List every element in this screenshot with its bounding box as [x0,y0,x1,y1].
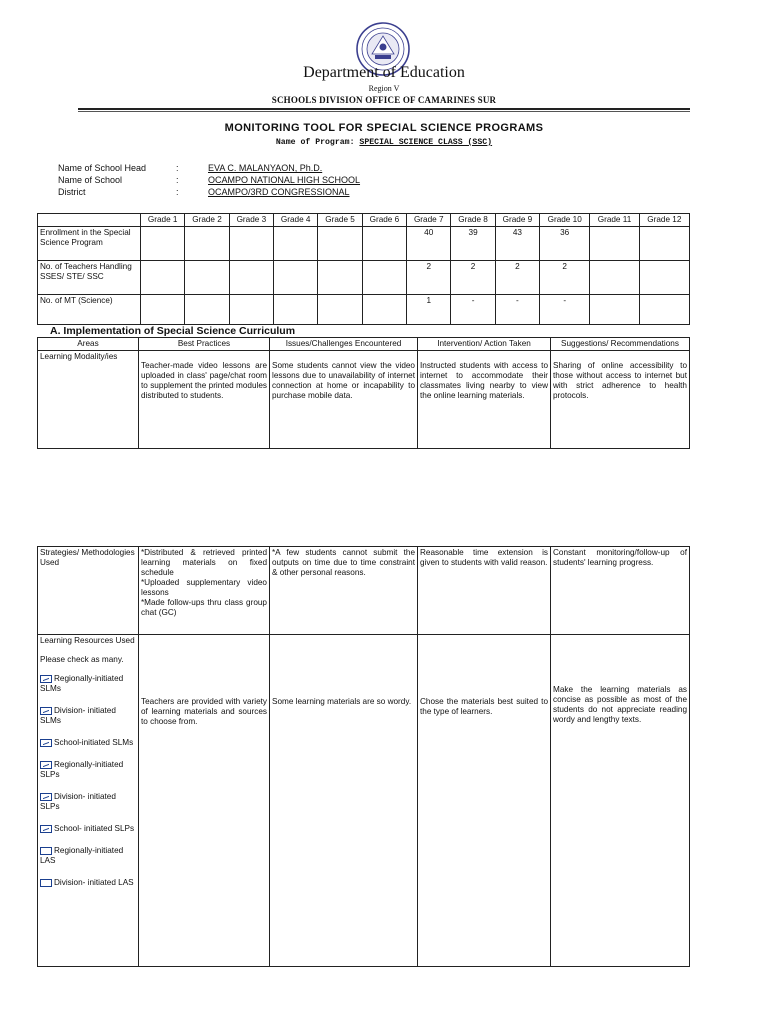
grade-cell [185,295,229,325]
grade-cell: 39 [451,227,495,261]
grade-cell [639,227,689,261]
checkbox-checked-icon[interactable] [40,707,52,715]
checkbox-checked-icon[interactable] [40,739,52,747]
grade-cell: 36 [540,227,590,261]
grade-cell: 2 [495,261,539,295]
curriculum-header-row [38,338,690,351]
grade-cell [274,261,318,295]
resource-option[interactable] [40,792,136,812]
checkbox-checked-icon[interactable] [40,793,52,801]
grade-header: Grade 11 [590,214,639,227]
checkbox-checked-icon[interactable] [40,675,52,683]
info-value: OCAMPO/3RD CONGRESSIONAL [208,187,350,197]
row-label: Enrollment in the Special Science Program [38,227,141,261]
tool-title: MONITORING TOOL FOR SPECIAL SCIENCE PROGRAMS [224,122,544,134]
area-cell: Learning Modality/ies [38,351,139,449]
suggestion-cell: Make the learning materials as concise as possible as most of the students do not appreciate reading wordy and lengthy texts. [551,635,690,967]
grade-cell [639,295,689,325]
grade-cell [141,261,185,295]
grade-header: Grade 3 [229,214,273,227]
grade-cell [141,227,185,261]
table-row [38,227,690,261]
resource-option-label: Division- initiated LAS [54,878,134,887]
intervention-cell: Reasonable time extension is given to students with valid reason. [418,547,551,635]
resource-option-label: Division- initiated SLMs [40,706,116,725]
resource-option-label: Regionally-initiated LAS [40,846,124,865]
info-row-district [58,186,360,198]
grade-cell [141,295,185,325]
row-label: No. of Teachers Handling SSES/ STE/ SSC [38,261,141,295]
grade-cell [590,261,639,295]
best-practice-cell: Teachers are provided with variety of learning materials and sources to choose from. [139,635,270,967]
grade-cell: - [495,295,539,325]
info-label: Name of School Head [58,163,147,173]
program-name: SPECIAL SCIENCE CLASS (SSC) [359,138,493,147]
grade-header: Grade 5 [318,214,362,227]
grade-cell: 2 [451,261,495,295]
grade-header: Grade 2 [185,214,229,227]
section-a-title: A. Implementation of Special Science Curriculum [50,325,296,337]
table-row [38,295,690,325]
area-label: Learning Resources Used [40,636,135,645]
grade-header: Grade 4 [274,214,318,227]
grade-cell [229,261,273,295]
intervention-cell: Instructed students with access to internet to accommodate their classmates living nearby to view the online learning materials. [418,351,551,449]
program-label: Name of Program: [275,138,360,147]
resource-option[interactable] [40,878,136,888]
resource-option[interactable] [40,738,136,748]
grade-cell [229,227,273,261]
row-label: No. of MT (Science) [38,295,141,325]
grade-cell [185,227,229,261]
checkbox-checked-icon[interactable] [40,825,52,833]
grade-header: Grade 1 [141,214,185,227]
header-rule [78,108,690,110]
grade-header: Grade 6 [362,214,406,227]
learning-resources-cell [38,635,139,967]
curriculum-table [37,337,690,449]
grade-cell [362,227,406,261]
resource-option[interactable] [40,824,136,834]
info-value: OCAMPO NATIONAL HIGH SCHOOL [208,175,361,185]
resource-option[interactable] [40,674,136,694]
suggestion-cell: Sharing of online accessibility to those without access to internet but with strict adherence to health protocols. [551,351,690,449]
column-header: Areas [38,338,139,351]
resource-option-label: Regionally-initiated SLMs [40,674,124,693]
resource-option-label: School-initiated SLMs [54,738,134,747]
grade-cell: 2 [407,261,451,295]
grade-cell: 43 [495,227,539,261]
header-rule-thin [78,111,690,112]
info-row-school [58,174,360,186]
checkbox-unchecked-icon[interactable] [40,879,52,887]
grade-cell [639,261,689,295]
best-practice-line: *Uploaded supplementary video lessons [141,578,267,597]
check-note: Please check as many. [40,655,124,664]
grade-cell: - [451,295,495,325]
issues-cell: *A few students cannot submit the outputs on time due to time constraint & other personal reasons. [270,547,418,635]
grade-cell: 2 [540,261,590,295]
area-cell: Strategies/ Methodologies Used [38,547,139,635]
grade-cell [274,295,318,325]
grade-cell [185,261,229,295]
column-header: Intervention/ Action Taken [418,338,551,351]
info-row-school-head [58,162,360,174]
info-value: EVA C. MALANYAON, Ph.D. [208,163,323,173]
table-row [38,635,690,967]
checkbox-checked-icon[interactable] [40,761,52,769]
best-practice-cell [139,547,270,635]
info-colon: : [176,187,179,197]
resource-option-label: Division- initiated SLPs [40,792,116,811]
intervention-cell: Chose the materials best suited to the type of learners. [418,635,551,967]
info-label: District [58,187,86,197]
program-line [0,138,768,147]
grade-cell: 40 [407,227,451,261]
grade-cell: - [540,295,590,325]
grade-cell [590,227,639,261]
grade-cell [318,295,362,325]
table-row [38,261,690,295]
curriculum-table-continued [37,546,690,967]
resource-option[interactable] [40,760,136,780]
grade-cell: 1 [407,295,451,325]
column-header: Issues/Challenges Encountered [270,338,418,351]
grade-header: Grade 8 [451,214,495,227]
grade-header: Grade 12 [639,214,689,227]
school-info [58,162,360,198]
grade-cell [362,295,406,325]
resource-option-label: School- initiated SLPs [54,824,135,833]
checkbox-unchecked-icon[interactable] [40,847,52,855]
grade-cell [362,261,406,295]
grade-cell [229,295,273,325]
grade-header: Grade 9 [495,214,539,227]
region-name: Region V [368,84,400,93]
best-practice-cell: Teacher-made video lessons are uploaded in class' page/chat room to supplement the printed modules distributed to students. [139,351,270,449]
info-colon: : [176,163,179,173]
column-header: Best Practices [139,338,270,351]
best-practice-line: *Made follow-ups thru class group chat (GC) [141,598,267,617]
grade-table-header [38,214,690,227]
grade-header: Grade 7 [407,214,451,227]
info-label: Name of School [58,175,123,185]
table-row [38,547,690,635]
resource-option[interactable] [40,706,136,726]
grade-cell [318,261,362,295]
grade-header: Grade 10 [540,214,590,227]
table-row [38,351,690,449]
department-name: Department of Education [303,64,465,81]
resource-option[interactable] [40,846,136,866]
best-practice-line: *Distributed & retrieved printed learning materials on fixed schedule [141,548,267,577]
grade-cell [318,227,362,261]
grade-cell [274,227,318,261]
issues-cell: Some students cannot view the video lessons due to unavailability of internet connection at home or incapability to purchase mobile data. [270,351,418,449]
grade-cell [590,295,639,325]
grade-table [37,213,690,325]
division-name: SCHOOLS DIVISION OFFICE OF CAMARINES SUR [271,95,497,105]
suggestion-cell: Constant monitoring/follow-up of students' learning progress. [551,547,690,635]
issues-cell: Some learning materials are so wordy. [270,635,418,967]
column-header: Suggestions/ Recommendations [551,338,690,351]
info-colon: : [176,175,179,185]
resource-option-label: Regionally-initiated SLPs [40,760,124,779]
grade-corner-cell [38,214,141,227]
